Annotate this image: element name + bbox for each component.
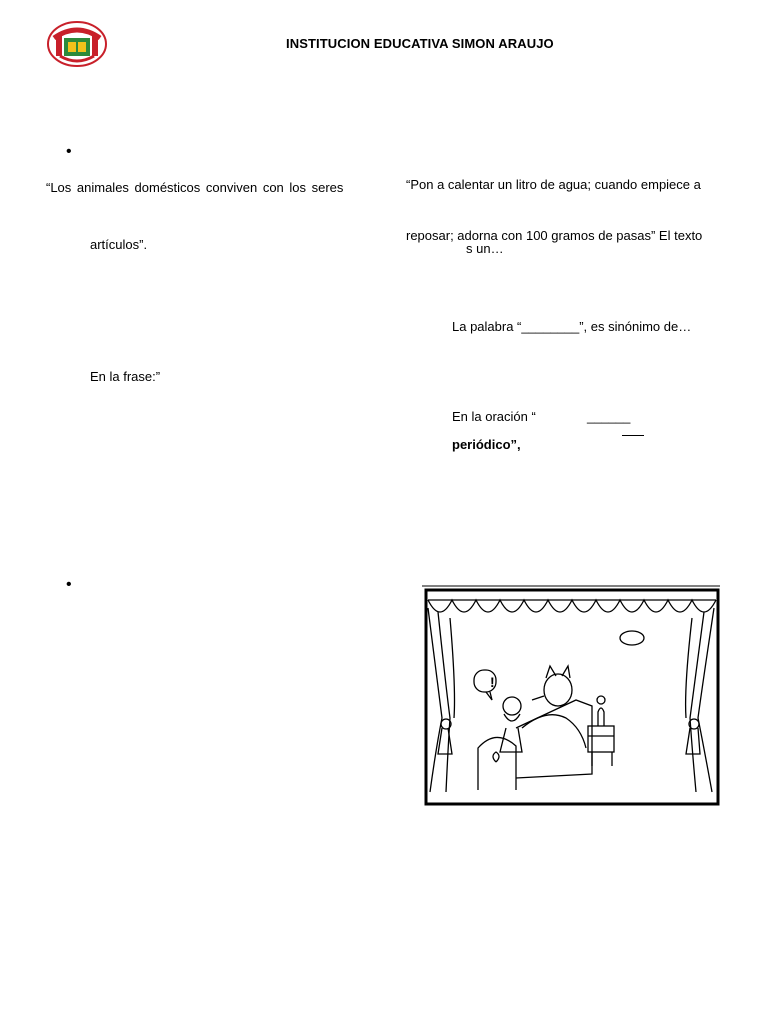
answer-underline [622, 435, 644, 436]
quote-line: artículos”. [90, 237, 148, 252]
synonym-sentence: La palabra “________”, es sinónimo de… [452, 319, 692, 334]
recipe-line: reposar; adorna con 100 gramos de pasas” El texto [406, 228, 703, 243]
bullet: • [66, 576, 72, 593]
phrase-label: En la frase:” [90, 369, 161, 384]
recipe-line: s un… [466, 241, 504, 256]
exclamation-mark: ! [490, 674, 495, 690]
stage-illustration [416, 578, 726, 814]
quote-line: “Los animales domésticos conviven con los seres [46, 180, 344, 195]
periodico-word: periódico”, [452, 437, 521, 452]
oracion-prefix: En la oración “ [452, 409, 536, 424]
page-title: INSTITUCION EDUCATIVA SIMON ARAUJO [286, 36, 554, 51]
bullet: • [66, 143, 72, 160]
answer-blank: ______ [587, 409, 631, 424]
school-logo [46, 20, 108, 68]
recipe-line: “Pon a calentar un litro de agua; cuando empiece a [406, 177, 701, 192]
